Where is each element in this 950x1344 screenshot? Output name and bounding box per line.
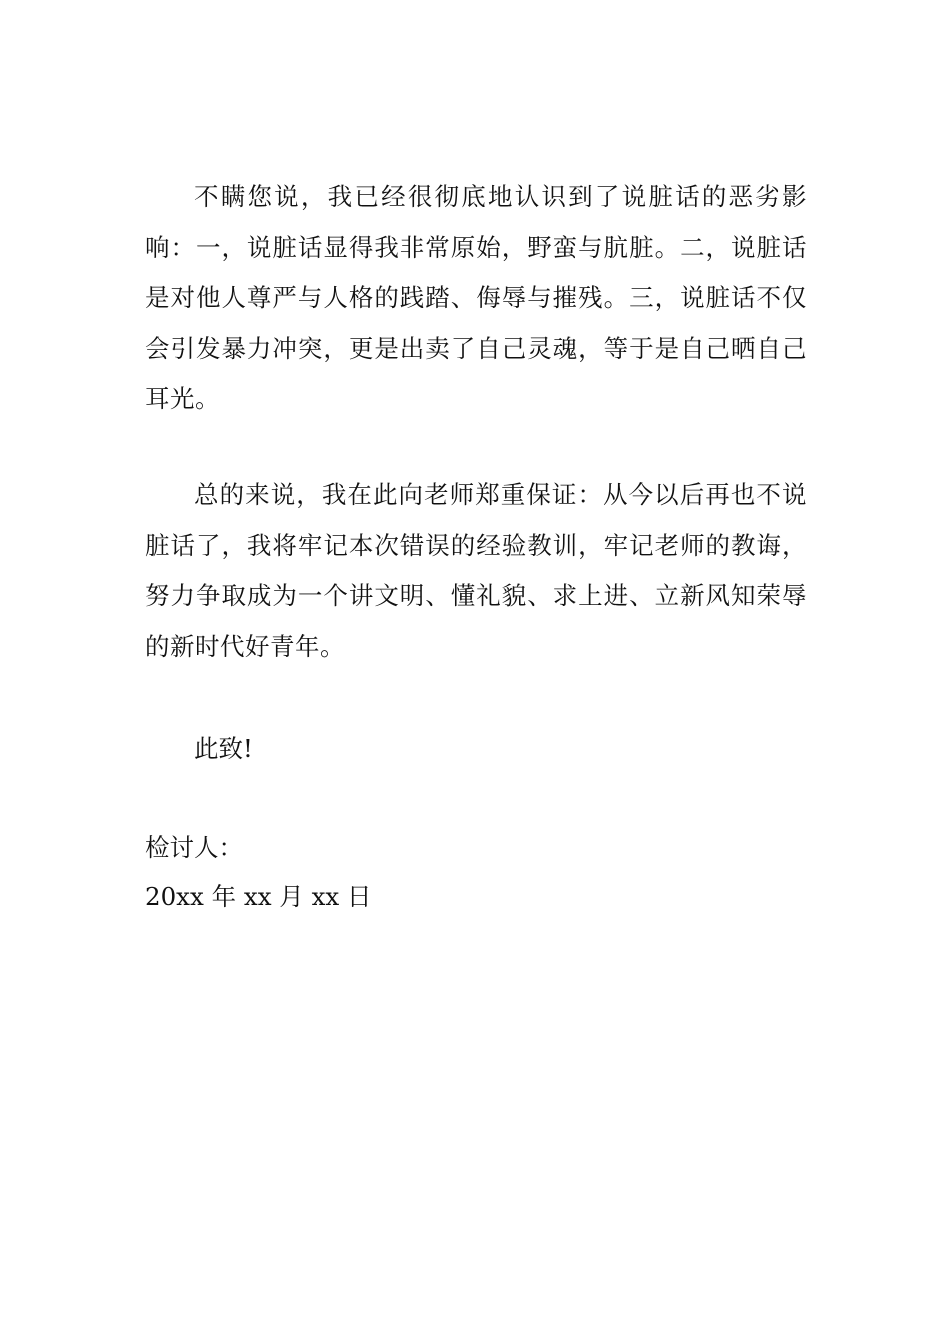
body-paragraph: 总的来说，我在此向老师郑重保证：从今以后再也不说脏话了，我将牢记本次错误的经验教训，牢记老师的教诲，努力争取成为一个讲文明、懂礼貌、求上进、立新风知荣辱的新时代好青年。: [145, 480, 807, 661]
closing-salutation: 此致!: [194, 734, 253, 763]
body-paragraph: 不瞒您说，我已经很彻底地认识到了说脏话的恶劣影响：一，说脏话显得我非常原始，野蛮与肮脏。二，说脏话是对他人尊严与人格的践踏、侮辱与摧残。三，说脏话不仅会引发暴力冲突，更是出卖了自己灵魂，等于是自己晒自己耳光。: [145, 182, 807, 413]
signature-label: 检讨人：: [145, 833, 243, 862]
paragraph-block-2: [145, 470, 807, 672]
paragraph-block-1: [145, 172, 807, 425]
date-line: 20xx 年 xx 月 xx 日: [145, 882, 372, 911]
